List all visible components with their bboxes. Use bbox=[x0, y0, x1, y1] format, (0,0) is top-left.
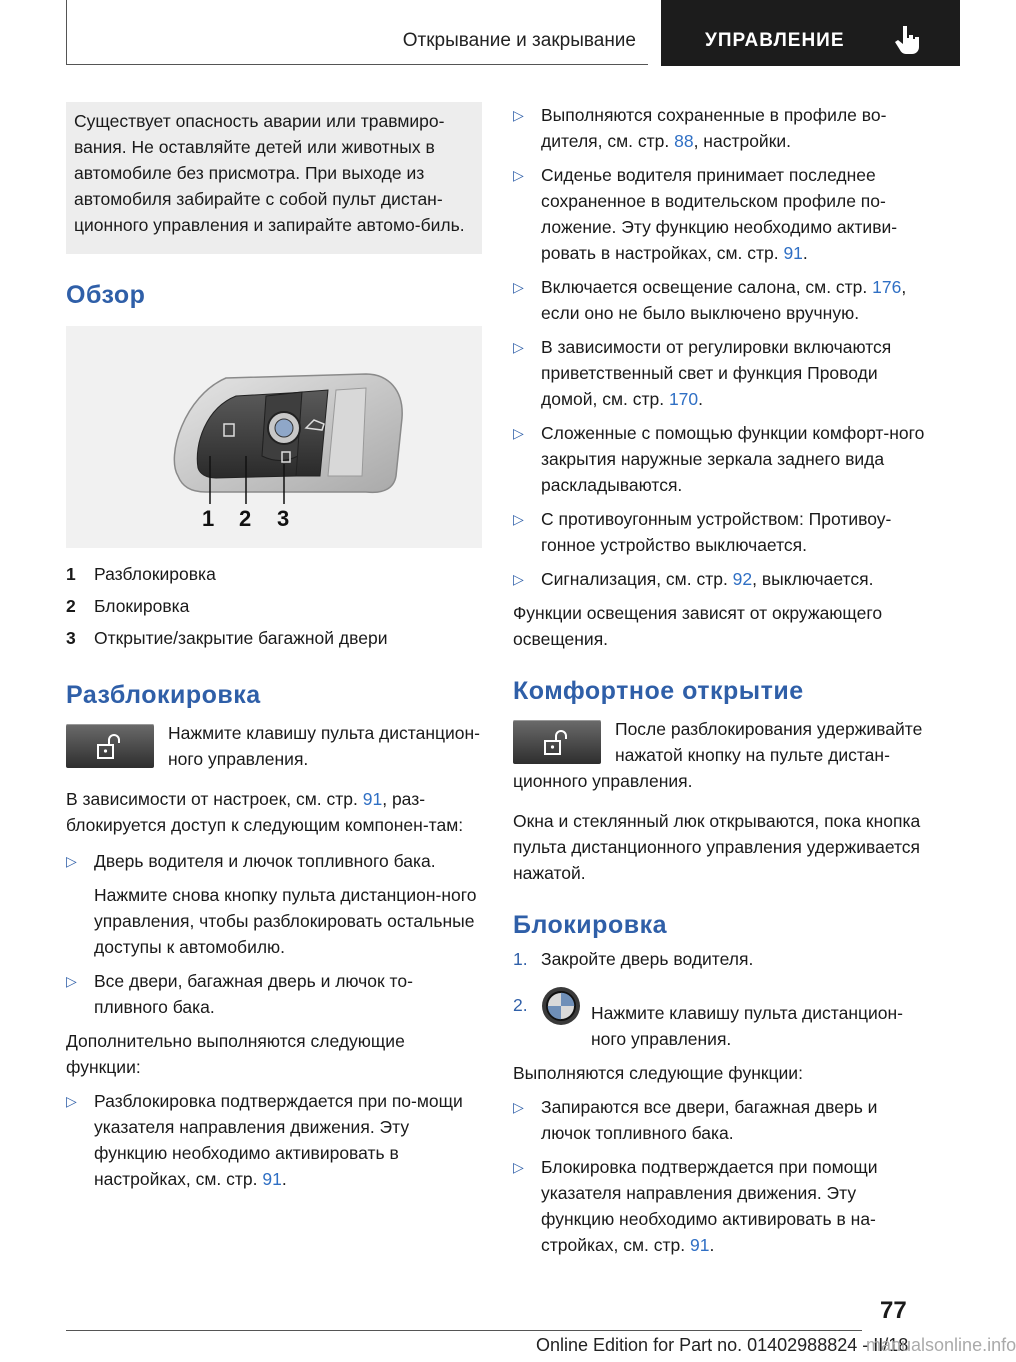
triangle-bullet-icon: ▷ bbox=[513, 571, 524, 587]
comfort-instruction: После разблокирования удерживайте нажатой кнопку на пульте дистан-ционного управления. bbox=[513, 719, 923, 791]
bullet-text-part: . bbox=[281, 1169, 287, 1189]
bullet-text-part: , если оно не было выключено вручную. bbox=[541, 277, 907, 323]
bullet-text bbox=[94, 1088, 482, 1192]
key-fob-illustration bbox=[66, 326, 482, 548]
key-fob-figure bbox=[66, 326, 482, 548]
bullet-text-part: В зависимости от регулировки включаются приветственный свет и функция Проводи домой, см. стр. bbox=[541, 337, 892, 409]
warning-box bbox=[66, 102, 482, 254]
bullet-text-part: Разблокировка подтверждается при по-мощи указателя направления движения. Эту функцию необходимо активировать в настройках, см. стр. bbox=[94, 1091, 463, 1189]
legend-item bbox=[66, 622, 482, 654]
list-item bbox=[66, 848, 482, 960]
list-item bbox=[513, 506, 929, 558]
triangle-bullet-icon: ▷ bbox=[513, 107, 524, 123]
step-item bbox=[513, 986, 929, 1049]
bullet-text: Все двери, багажная дверь и лючок то-пливного бака. bbox=[94, 971, 413, 1017]
bullet-text-part: . bbox=[698, 389, 704, 409]
unlock-intro bbox=[66, 786, 482, 838]
lighting-note: Функции освещения зависят от окружающего освещения. bbox=[513, 603, 883, 649]
triangle-bullet-icon: ▷ bbox=[513, 425, 524, 441]
bmw-logo-button-icon bbox=[541, 986, 581, 1026]
page-link[interactable]: 176 bbox=[872, 277, 902, 297]
unlock-instruction-block bbox=[66, 720, 482, 772]
unlock-intro-text: , раз-блокируется доступ к следующим компонен-там: bbox=[66, 789, 464, 835]
page-link[interactable]: 91 bbox=[362, 789, 383, 809]
triangle-bullet-icon: ▷ bbox=[513, 511, 524, 527]
unlock-heading: Разблокировка bbox=[66, 681, 261, 709]
triangle-bullet-icon: ▷ bbox=[513, 167, 524, 183]
legend-item bbox=[66, 558, 482, 590]
triangle-bullet-icon: ▷ bbox=[513, 339, 524, 355]
triangle-bullet-icon: ▷ bbox=[513, 1099, 524, 1115]
bullet-text bbox=[541, 274, 929, 326]
locking-heading: Блокировка bbox=[513, 911, 667, 939]
triangle-bullet-icon: ▷ bbox=[66, 853, 77, 869]
list-item bbox=[513, 334, 929, 412]
footer-divider bbox=[66, 1330, 862, 1331]
list-item bbox=[513, 420, 929, 498]
overview-heading: Обзор bbox=[66, 281, 146, 309]
triangle-bullet-icon: ▷ bbox=[513, 279, 524, 295]
legend-label: Разблокировка bbox=[94, 564, 216, 584]
step-number: 1. bbox=[513, 949, 528, 969]
legend-item bbox=[66, 590, 482, 622]
bullet-text: Запираются все двери, багажная дверь и лючок топливного бака. bbox=[541, 1097, 878, 1143]
figure-legend bbox=[66, 558, 482, 654]
page-link[interactable]: 91 bbox=[783, 243, 803, 263]
header-divider-bottom bbox=[66, 64, 648, 65]
legend-label: Блокировка bbox=[94, 596, 190, 616]
bullet-text-part: Блокировка подтверждается при помощи указателя направления движения. Эту функцию необходимо активировать в на-стройках, см. стр. bbox=[541, 1157, 878, 1255]
bullet-text-part: . bbox=[709, 1235, 715, 1255]
unlock-intro-text: В зависимости от настроек, см. стр. bbox=[66, 789, 363, 809]
page-link[interactable]: 92 bbox=[732, 569, 753, 589]
comfort-note: Окна и стеклянный люк открываются, пока кнопка пульта дистанционного управления удерживается нажатой. bbox=[513, 811, 921, 883]
bullet-text: Дверь водителя и лючок топливного бака. bbox=[94, 851, 436, 871]
unlock-instruction: Нажмите клавишу пульта дистанцион-ного управления. bbox=[168, 723, 481, 769]
functions-intro: Выполняются следующие функции: bbox=[513, 1063, 803, 1083]
unlock-button-icon bbox=[66, 724, 154, 768]
list-item bbox=[513, 274, 929, 326]
footer-edition: Online Edition for Part no. 01402988824 - II/18 bbox=[536, 1335, 909, 1355]
bullet-text bbox=[541, 102, 929, 154]
hand-pointer-icon bbox=[893, 24, 923, 56]
comfort-instruction-block bbox=[513, 716, 929, 794]
bullet-text-part: Сиденье водителя принимает последнее сохраненное в водительском профиле по-ложение. Эту функцию необходимо активи-ровать в настройках, см. стр. bbox=[541, 165, 898, 263]
bullet-text-part: Сигнализация, см. стр. bbox=[541, 569, 733, 589]
list-item bbox=[513, 102, 929, 154]
bullet-text: Сложенные с помощью функции комфорт-ного закрытия наружные зеркала заднего вида раскладываются. bbox=[541, 423, 925, 495]
bullet-text-part: Выполняются сохраненные в профиле во-дителя, см. стр. bbox=[541, 105, 887, 151]
list-item bbox=[513, 162, 929, 266]
list-item bbox=[66, 968, 482, 1020]
legend-label: Открытие/закрытие багажной двери bbox=[94, 628, 388, 648]
step-text: Закройте дверь водителя. bbox=[541, 949, 754, 969]
list-item bbox=[513, 1154, 929, 1258]
bullet-text-part: , выключается. bbox=[752, 569, 874, 589]
section-title: Открывание и закрывание bbox=[402, 30, 636, 51]
padlock-open-icon bbox=[95, 731, 125, 761]
list-item bbox=[513, 1094, 929, 1146]
list-item bbox=[513, 566, 929, 592]
page-link[interactable]: 88 bbox=[674, 131, 694, 151]
step-number: 2. bbox=[513, 995, 528, 1015]
triangle-bullet-icon: ▷ bbox=[66, 973, 77, 989]
bullet-text-extra: Нажмите снова кнопку пульта дистанцион-ного управления, чтобы разблокировать остальные доступы к автомобилю. bbox=[94, 885, 477, 957]
legend-number: 2 bbox=[66, 596, 76, 616]
unlock-button-icon bbox=[513, 720, 601, 764]
bullet-text-part: Включается освещение салона, см. стр. bbox=[541, 277, 873, 297]
page-link[interactable]: 91 bbox=[689, 1235, 710, 1255]
warning-text: Существует опасность аварии или травмиро-вания. Не оставляйте детей или животных в автомобиле без присмотра. При выходе из автомобиля забирайте с собой пульт дистан-ционного управления и запирайте автомо-биль. bbox=[74, 111, 465, 235]
bullet-text bbox=[541, 162, 929, 266]
triangle-bullet-icon: ▷ bbox=[513, 1159, 524, 1175]
bullet-text bbox=[541, 334, 929, 412]
additional-functions-intro: Дополнительно выполняются следующие функции: bbox=[66, 1031, 405, 1077]
comfort-opening-heading: Комфортное открытие bbox=[513, 677, 804, 705]
left-column bbox=[66, 102, 482, 1192]
page-link[interactable]: 91 bbox=[262, 1169, 282, 1189]
legend-number: 3 bbox=[66, 628, 76, 648]
chapter-tab-label: УПРАВЛЕНИЕ bbox=[705, 30, 845, 51]
step-text: Нажмите клавишу пульта дистанцион-ного управления. bbox=[591, 1003, 904, 1049]
bullet-text bbox=[541, 1154, 929, 1258]
figure-label-1: 1 bbox=[202, 506, 215, 531]
chapter-tab bbox=[661, 0, 960, 66]
footer-watermark: manualsonline.info bbox=[866, 1335, 1016, 1355]
bullet-text bbox=[541, 566, 929, 592]
legend-number: 1 bbox=[66, 564, 76, 584]
bullet-text-part: . bbox=[802, 243, 808, 263]
figure-label-3: 3 bbox=[277, 506, 290, 531]
page-number: 77 bbox=[880, 1297, 907, 1324]
list-item bbox=[66, 1088, 482, 1192]
bullet-text: С противоугонным устройством: Противоу-гонное устройство выключается. bbox=[541, 509, 892, 555]
page-link[interactable]: 170 bbox=[668, 389, 699, 409]
triangle-bullet-icon: ▷ bbox=[66, 1093, 77, 1109]
right-column bbox=[513, 102, 929, 1258]
padlock-open-icon bbox=[542, 727, 572, 757]
bullet-text-part: , настройки. bbox=[693, 131, 791, 151]
figure-label-2: 2 bbox=[239, 506, 252, 531]
step-item bbox=[513, 946, 929, 972]
